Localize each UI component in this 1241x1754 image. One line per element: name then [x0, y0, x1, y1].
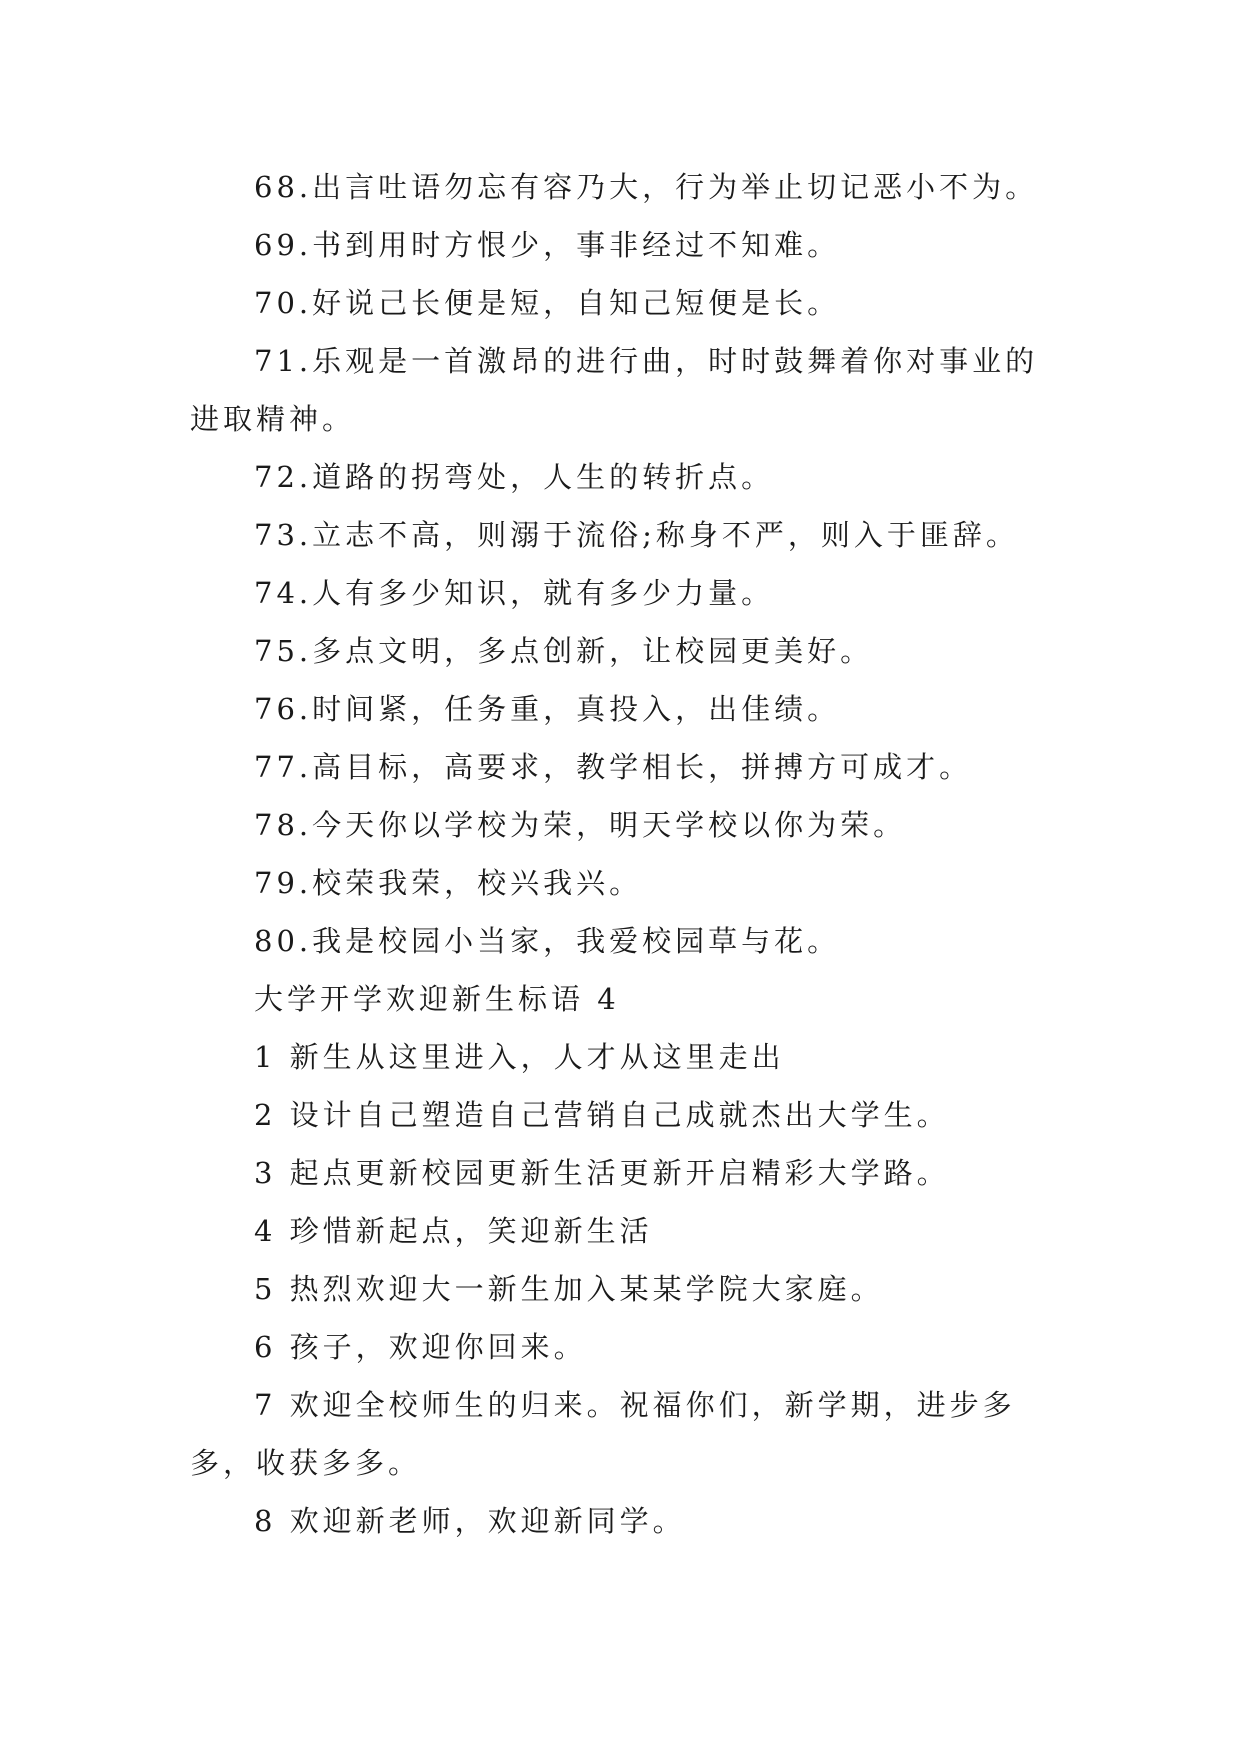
slogan-7: 7 欢迎全校师生的归来。祝福你们，新学期，进步多多，收获多多。: [190, 1388, 1016, 1480]
paragraph-74: 74.人有多少知识，就有多少力量。: [254, 576, 775, 610]
paragraph-68: 68.出言吐语勿忘有容乃大，行为举止切记恶小不为。: [254, 170, 1039, 204]
paragraph-73: 73.立志不高，则溺于流俗;称身不严，则入于匪辞。: [254, 518, 1019, 552]
slogan-2: 2 设计自己塑造自己营销自己成就杰出大学生。: [254, 1098, 950, 1132]
document-body: [190, 158, 1070, 1550]
paragraph-80: 80.我是校园小当家，我爱校园草与花。: [254, 924, 841, 958]
paragraph-77: 77.高目标，高要求，教学相长，拼搏方可成才。: [254, 750, 973, 784]
paragraph-75: 75.多点文明，多点创新，让校园更美好。: [254, 634, 874, 668]
paragraph-78: 78.今天你以学校为荣，明天学校以你为荣。: [254, 808, 907, 842]
slogan-8: 8 欢迎新老师，欢迎新同学。: [254, 1504, 686, 1538]
paragraph-71: 71.乐观是一首激昂的进行曲，时时鼓舞着你对事业的进取精神。: [190, 344, 1039, 436]
slogan-3: 3 起点更新校园更新生活更新开启精彩大学路。: [254, 1156, 950, 1190]
slogan-5: 5 热烈欢迎大一新生加入某某学院大家庭。: [254, 1272, 884, 1306]
slogan-4: 4 珍惜新起点，笑迎新生活: [254, 1214, 653, 1248]
paragraph-72: 72.道路的拐弯处，人生的转折点。: [254, 460, 775, 494]
paragraph-69: 69.书到用时方恨少，事非经过不知难。: [254, 228, 841, 262]
section-heading: 大学开学欢迎新生标语 4: [254, 982, 620, 1016]
paragraph-79: 79.校荣我荣，校兴我兴。: [254, 866, 643, 900]
slogan-1: 1 新生从这里进入，人才从这里走出: [254, 1040, 785, 1074]
paragraph-76: 76.时间紧，任务重，真投入，出佳绩。: [254, 692, 841, 726]
slogan-6: 6 孩子，欢迎你回来。: [254, 1330, 587, 1364]
paragraph-70: 70.好说己长便是短，自知己短便是长。: [254, 286, 841, 320]
